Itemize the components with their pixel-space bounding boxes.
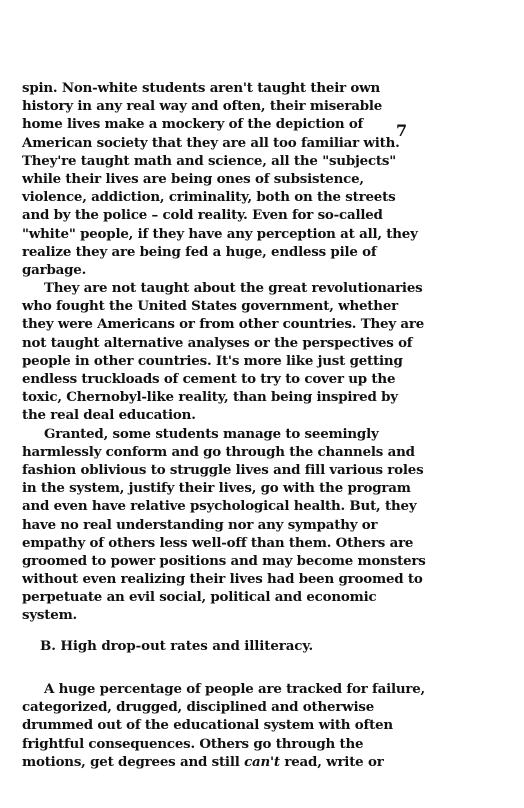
text-line: American society that they are all too familiar with. (22, 134, 400, 151)
text-line: fashion oblivious to struggle lives and fill various roles (22, 461, 424, 478)
section-heading: B. High drop-out rates and illiteracy. (40, 638, 314, 654)
text-line: and by the police – cold reality. Even for so-called (22, 207, 383, 224)
text-line: perpetuate an evil social, political and economic (22, 589, 377, 606)
paragraph (22, 279, 442, 425)
text-line: drummed out of the educational system with often (22, 717, 393, 734)
text-line: who fought the United States government, whether (22, 298, 398, 315)
text-segment: motions, get degrees and still (22, 753, 245, 770)
text-line: harmlessly conform and go through the channels and (22, 443, 415, 460)
emphasized-word: can't (244, 753, 280, 770)
text-line (22, 753, 442, 771)
text-line: without even realizing their lives had been groomed to (22, 571, 423, 588)
text-line: people in other countries. It's more like just getting (22, 352, 403, 369)
text-line: empathy of others less well-off than them. Others are (22, 534, 414, 551)
text-line: and even have relative psychological health. But, they (22, 498, 417, 515)
text-line: in the system, justify their lives, go with the program (22, 480, 411, 497)
text-line: spin. Non-white students aren't taught their own (22, 80, 381, 96)
text-line: have no real understanding nor any sympathy or (22, 516, 378, 533)
text-line: They're taught math and science, all the "subjects" (22, 152, 397, 169)
text-line: realize they are being fed a huge, endless pile of (22, 243, 377, 260)
paragraph (22, 79, 442, 279)
text-line: endless truckloads of cement to try to cover up the (22, 371, 396, 387)
text-line: violence, addiction, criminality, both on the streets (22, 189, 396, 206)
body-text (22, 79, 442, 625)
text-line: not taught alternative analyses or the perspectives of (22, 334, 413, 351)
text-line: groomed to power positions and may become monsters (22, 552, 426, 569)
text-line: garbage. (22, 261, 87, 278)
text-line: system. (22, 607, 77, 624)
text-segment: read, write or (279, 753, 384, 770)
text-line: categorized, drugged, disciplined and otherwise (22, 699, 375, 716)
text-line: the real deal education. (22, 407, 196, 424)
text-line: home lives make a mockery of the depiction of (22, 116, 364, 133)
text-line: they were Americans or from other countries. They are (22, 316, 425, 333)
text-line: frightful consequences. Others go through the (22, 735, 364, 752)
section-body (22, 680, 442, 771)
paragraph (22, 425, 442, 625)
text-line: history in any real way and often, their miserable (22, 98, 383, 115)
text-line: They are not taught about the great revolutionaries (44, 280, 423, 297)
text-line: A huge percentage of people are tracked for failure, (44, 681, 426, 697)
text-line: "white" people, if they have any perception at all, they (22, 225, 418, 242)
text-line: Granted, some students manage to seemingly (44, 425, 379, 442)
text-line: toxic, Chernobyl-like reality, than being inspired by (22, 389, 398, 406)
page-number: 7 (396, 121, 408, 140)
text-line: while their lives are being ones of subsistence, (22, 170, 364, 187)
